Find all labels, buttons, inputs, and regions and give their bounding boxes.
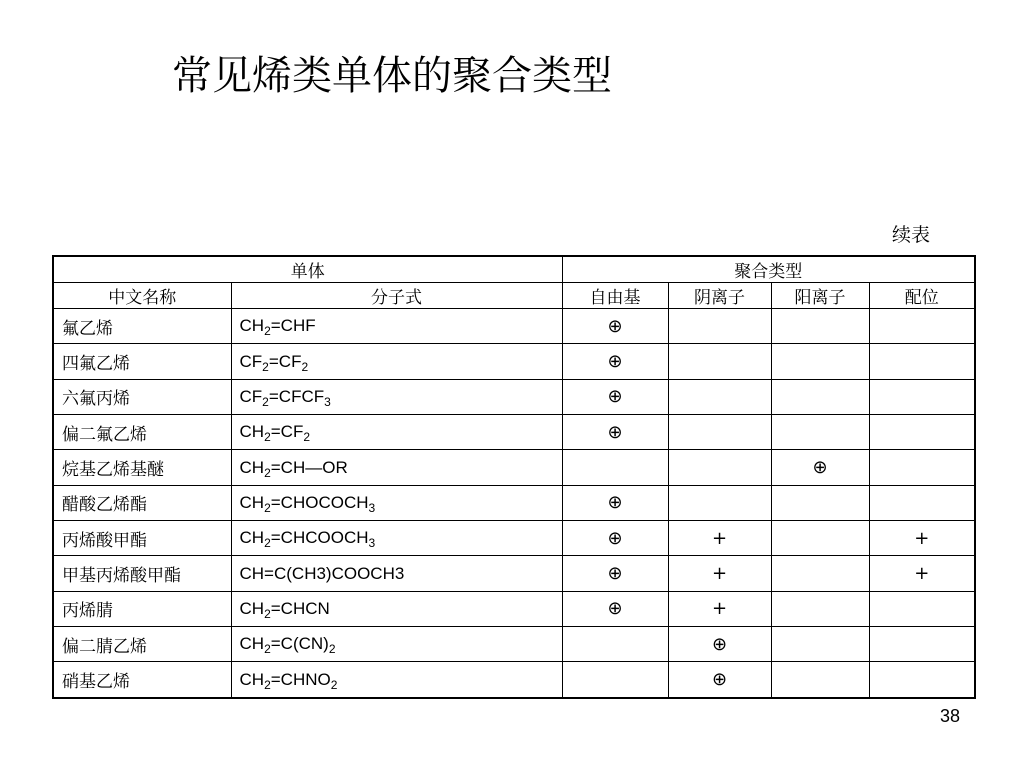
formula-subscript: 2 [264,500,271,515]
formula-subscript: 2 [264,536,271,551]
monomer-formula: $CH_2=CHCOOCH_3$ [231,521,562,556]
coordination-mark [869,591,975,626]
table-row [53,309,975,344]
free-radical-mark: ⊕ [562,591,668,626]
free-radical-mark: ⊕ [562,415,668,450]
monomer-name: 偏二腈乙烯 [53,627,231,662]
free-radical-mark [562,662,668,698]
formula-subscript: 2 [264,642,271,657]
anionic-mark: + [668,591,771,626]
header-monomer: 单体 [53,256,562,283]
coordination-mark [869,415,975,450]
header-polymerization-type: 聚合类型 [562,256,975,283]
monomer-formula: $CH_2=CHF$ [231,309,562,344]
coordination-mark [869,344,975,379]
anionic-mark: + [668,521,771,556]
formula-subscript: 2 [264,606,271,621]
coordination-mark [869,627,975,662]
anionic-mark [668,485,771,520]
monomer-formula: $CF_2=CFCF_3$ [231,379,562,414]
continued-label: 续表 [891,224,930,246]
table-row [53,450,975,485]
anionic-mark: ⊕ [668,662,771,698]
cationic-mark [771,662,869,698]
anionic-mark: + [668,556,771,591]
header-anionic: 阴离子 [668,283,771,309]
monomer-formula: $CH_2=CHNO_2$ [231,662,562,698]
anionic-mark [668,309,771,344]
formula-subscript: 3 [368,500,376,515]
cationic-mark [771,521,869,556]
monomer-name: 烷基乙烯基醚 [53,450,231,485]
cationic-mark [771,556,869,591]
formula-subscript: 2 [301,359,309,374]
free-radical-mark [562,627,668,662]
cationic-mark [771,379,869,414]
header-free-radical: 自由基 [562,283,668,309]
cationic-mark [771,485,869,520]
formula-subscript: 2 [303,430,311,445]
polymerization-table [52,255,976,699]
free-radical-mark: ⊕ [562,379,668,414]
group-header-row [53,256,975,283]
monomer-name: 丙烯腈 [53,591,231,626]
formula-subscript: 2 [262,359,269,374]
table-body [53,309,975,699]
monomer-formula: $CF_2=CF_2$ [231,344,562,379]
table-row [53,521,975,556]
free-radical-mark [562,450,668,485]
table-row [53,485,975,520]
free-radical-mark: ⊕ [562,344,668,379]
cationic-mark [771,344,869,379]
cationic-mark [771,309,869,344]
anionic-mark: ⊕ [668,627,771,662]
monomer-name: 硝基乙烯 [53,662,231,698]
page-number: 38 [940,706,961,726]
cationic-mark [771,591,869,626]
table-row [53,627,975,662]
cationic-mark: ⊕ [771,450,869,485]
header-chinese-name: 中文名称 [53,283,231,309]
monomer-name: 醋酸乙烯酯 [53,485,231,520]
formula-subscript: 2 [264,465,271,480]
free-radical-mark: ⊕ [562,309,668,344]
monomer-formula: $CH_2=CHOCOCH_3$ [231,485,562,520]
monomer-name: 四氟乙烯 [53,344,231,379]
monomer-name: 偏二氟乙烯 [53,415,231,450]
anionic-mark [668,379,771,414]
coordination-mark [869,379,975,414]
monomer-name: 丙烯酸甲酯 [53,521,231,556]
monomer-formula: CH=C(CH3)COOCH3 [231,556,562,591]
free-radical-mark: ⊕ [562,556,668,591]
monomer-formula: $CH_2=CF_2$ [231,415,562,450]
formula-subscript: 3 [368,536,376,551]
monomer-formula: $CH_2=CH—OR$ [231,450,562,485]
table-row [53,662,975,698]
header-coordination: 配位 [869,283,975,309]
formula-subscript: 2 [264,677,271,692]
free-radical-mark: ⊕ [562,485,668,520]
slide-title: 常见烯类单体的聚合类型 [172,53,612,99]
formula-subscript: 3 [324,394,331,409]
cationic-mark [771,415,869,450]
formula-subscript: 2 [264,324,271,339]
coordination-mark [869,450,975,485]
table-row [53,344,975,379]
formula-subscript: 2 [264,430,271,445]
cationic-mark [771,627,869,662]
table-row [53,379,975,414]
anionic-mark [668,415,771,450]
anionic-mark [668,344,771,379]
free-radical-mark: ⊕ [562,521,668,556]
header-formula: 分子式 [231,283,562,309]
formula-subscript: 2 [330,677,338,692]
monomer-formula: $CH_2=CHCN$ [231,591,562,626]
coordination-mark: + [869,556,975,591]
formula-subscript: 2 [262,394,269,409]
column-header-row [53,283,975,309]
table-row [53,556,975,591]
coordination-mark [869,309,975,344]
monomer-formula: $CH_2=C(CN)_2$ [231,627,562,662]
monomer-name: 六氟丙烯 [53,379,231,414]
monomer-name: 氟乙烯 [53,309,231,344]
coordination-mark: + [869,521,975,556]
anionic-mark [668,450,771,485]
coordination-mark [869,485,975,520]
coordination-mark [869,662,975,698]
formula-subscript: 2 [328,642,336,657]
table-row [53,415,975,450]
header-cationic: 阳离子 [771,283,869,309]
table-row [53,591,975,626]
monomer-name: 甲基丙烯酸甲酯 [53,556,231,591]
